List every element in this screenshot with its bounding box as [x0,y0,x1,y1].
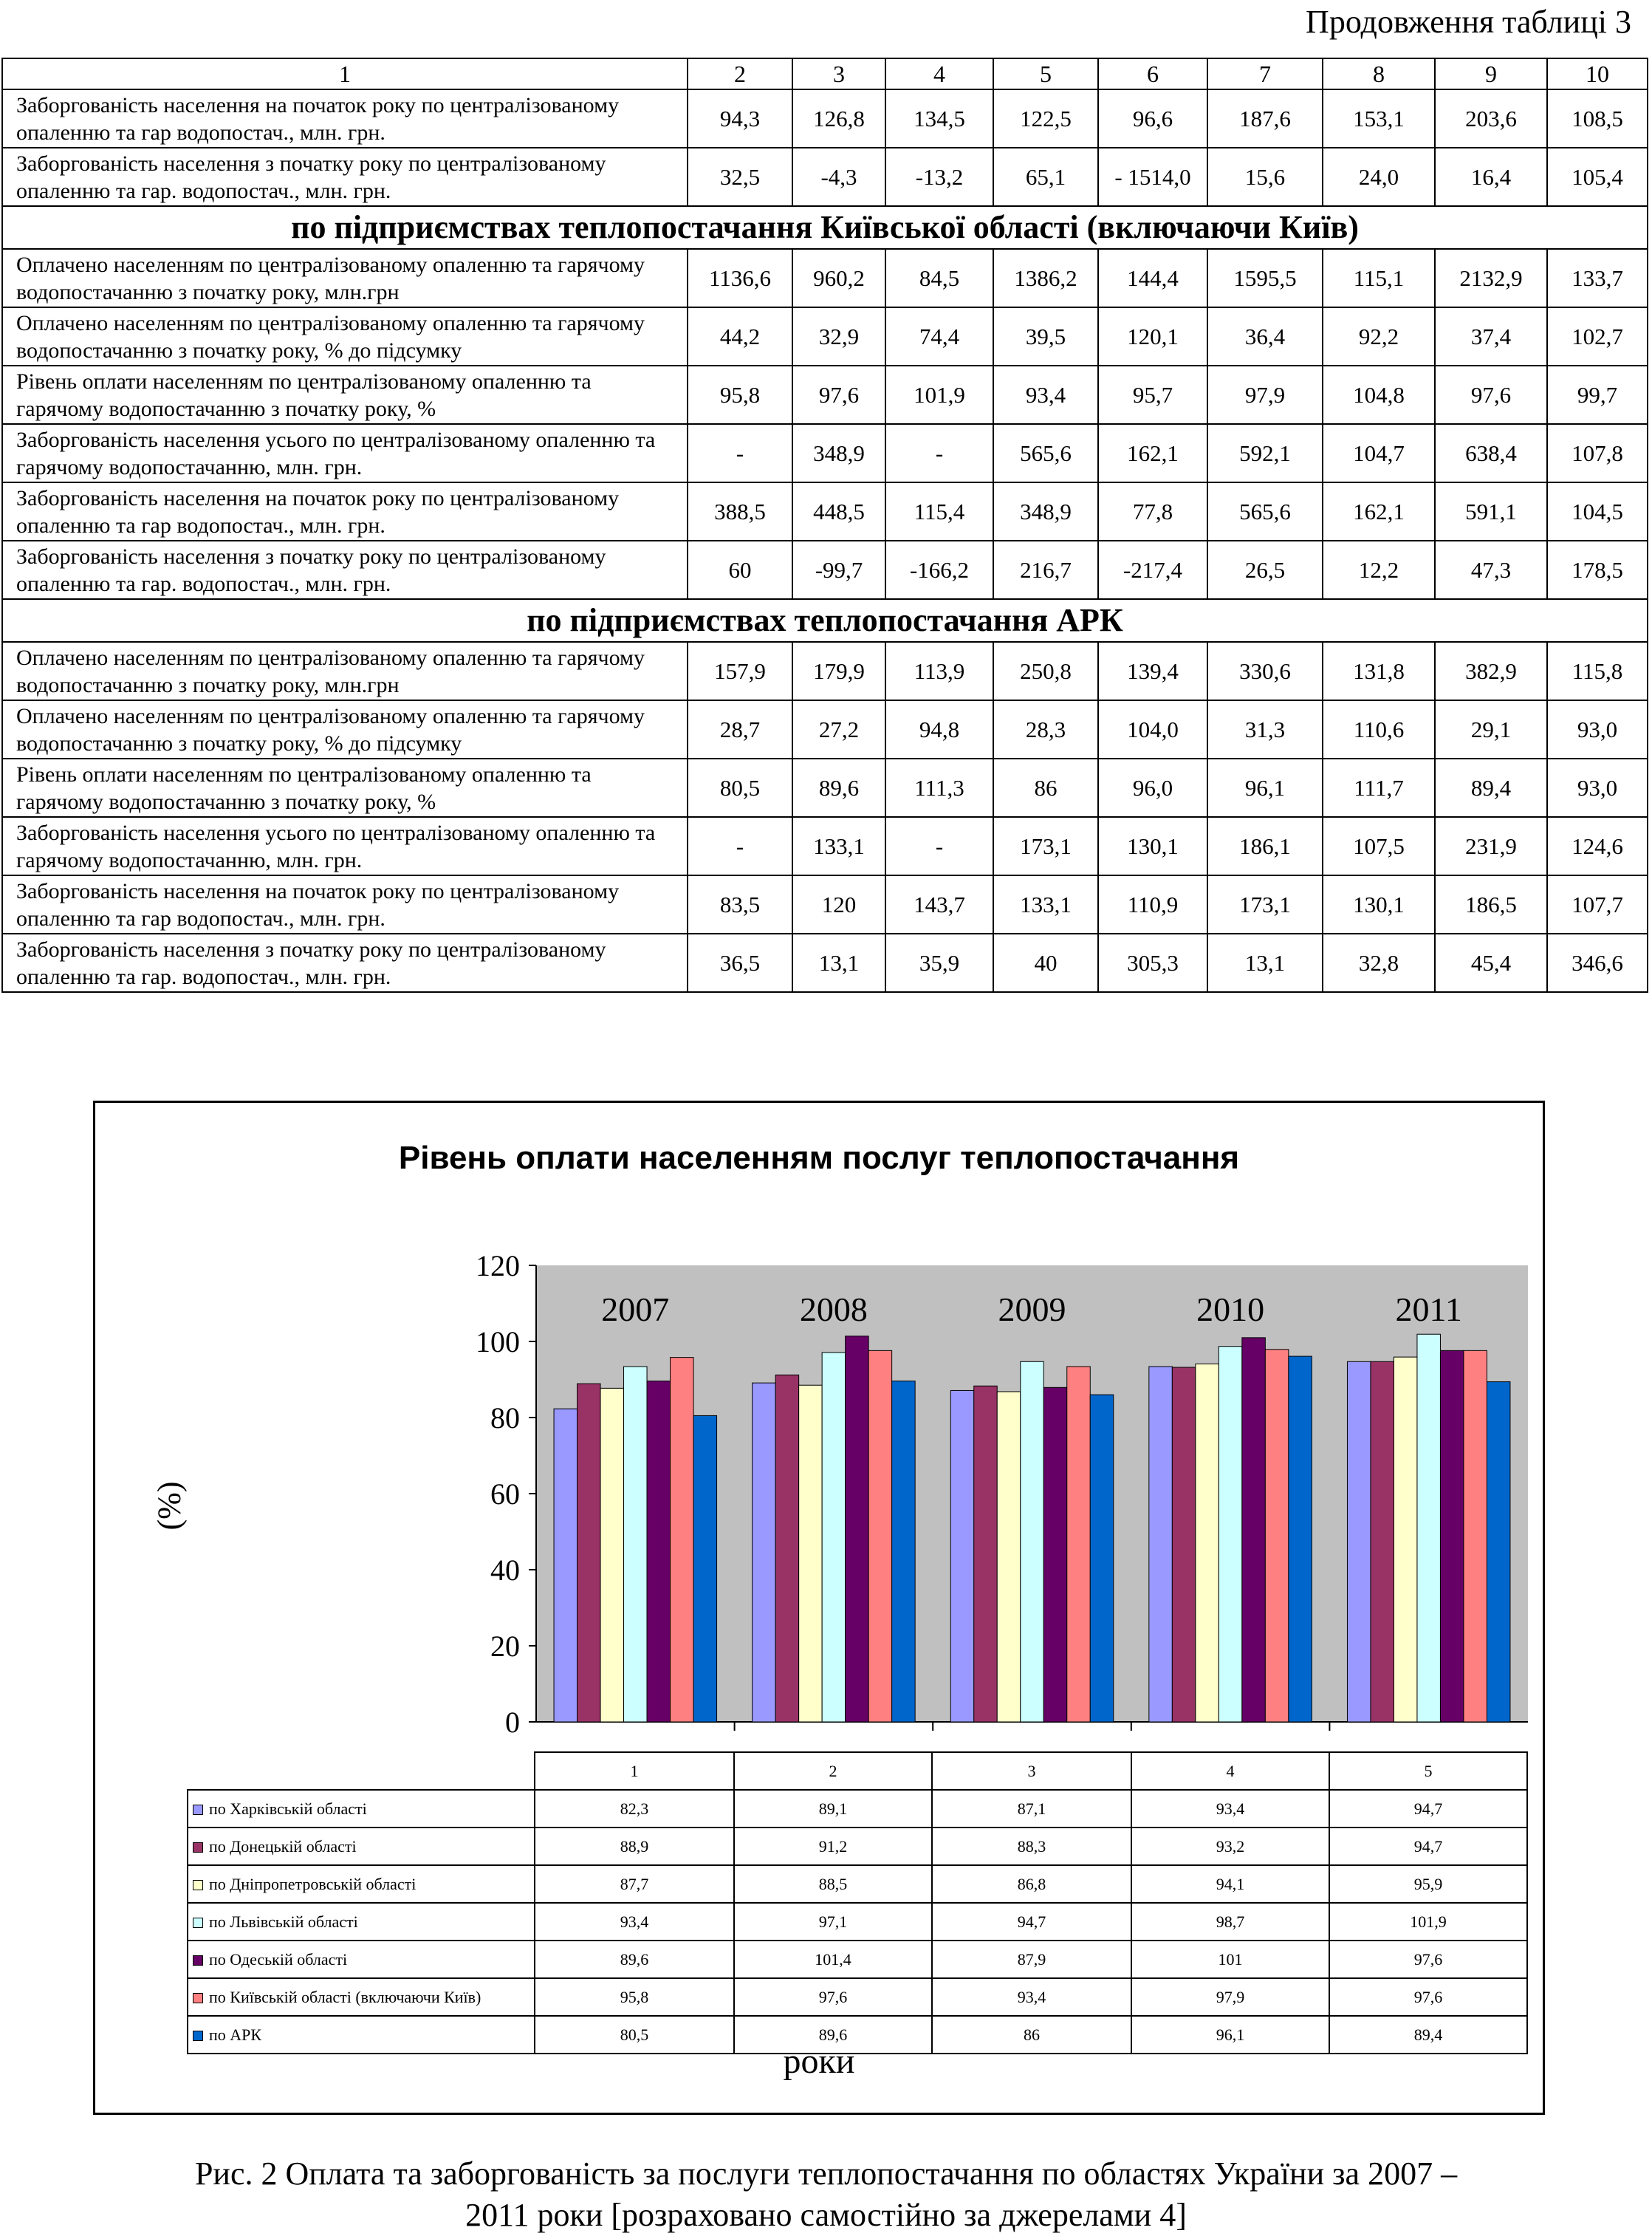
column-header: 7 [1207,58,1323,89]
table-cell: 89,4 [1435,759,1547,817]
data-label: 96,1 [1131,2016,1329,2054]
legend-swatch [193,1918,203,1928]
table-cell: 144,4 [1098,249,1207,307]
table-cell: 93,0 [1547,700,1648,759]
row-label: Оплачено населенням по централізованому опаленню та гарячому водопостачанню з початку року, млн.грн [2,249,688,307]
table-cell: 143,7 [885,875,993,934]
table-cell: -99,7 [792,541,885,599]
table-cell: 15,6 [1207,148,1323,206]
table-cell: -13,2 [885,148,993,206]
table-row [2,934,1648,992]
table-cell: 162,1 [1098,424,1207,482]
series-name: по Одеській області [209,1949,348,1969]
legend-row [188,1903,1527,1941]
data-table [1,58,1648,993]
table-cell: -217,4 [1098,541,1207,599]
series-name: по Дніпропетровській області [209,1874,417,1893]
table-cell: 84,5 [885,249,993,307]
legend-row [188,1941,1527,1978]
table-cell: 27,2 [792,700,885,759]
series-name: по Київській області (включаючи Київ) [209,1987,481,2006]
table-cell: 95,7 [1098,366,1207,424]
table-cell: 60 [688,541,792,599]
table-cell: 305,3 [1098,934,1207,992]
table-cell: 45,4 [1435,934,1547,992]
table-cell: 348,9 [993,482,1098,541]
data-label: 86,8 [932,1865,1131,1903]
table-cell: 32,8 [1323,934,1435,992]
y-tick-label: 0 [505,1706,520,1739]
figure-caption [0,2153,1652,2236]
table-cell: - [688,817,792,875]
table-row [2,482,1648,541]
table-cell: 104,7 [1323,424,1435,482]
year-label: 2010 [1196,1290,1265,1328]
legend-swatch [193,1805,203,1815]
legend-row [188,1828,1527,1865]
bar [997,1392,1021,1722]
bar [1242,1338,1266,1722]
data-label: 86 [932,2016,1131,2054]
year-label: 2007 [601,1290,670,1328]
y-tick-label: 120 [476,1249,520,1282]
row-label: Заборгованість населення з початку року по централізованому опаленню та гар. водопостач., млн. грн. [2,541,688,599]
legend-entry [188,1790,535,1828]
chart-data-table [187,1751,1528,2054]
table-cell: 108,5 [1547,89,1648,148]
category-label: 1 [535,1752,734,1790]
table-cell: 32,5 [688,148,792,206]
bar [1394,1357,1417,1722]
legend-row [188,1978,1527,2016]
data-label: 97,1 [734,1903,932,1941]
bar [822,1353,846,1722]
row-label: Заборгованість населення усього по централізованому опаленню та гарячому водопостачанню, млн. грн. [2,424,688,482]
bar [1265,1350,1289,1722]
table-cell: 96,0 [1098,759,1207,817]
table-cell: 115,4 [885,482,993,541]
category-label: 2 [734,1752,932,1790]
table-cell: 179,9 [792,642,885,700]
table-cell: - [688,424,792,482]
y-tick-label: 20 [490,1630,520,1663]
table-cell: 93,0 [1547,759,1648,817]
column-header: 9 [1435,58,1547,89]
data-label: 88,5 [734,1865,932,1903]
table-cell: 44,2 [688,307,792,366]
row-label: Заборгованість населення на початок року по централізованому опаленню та гар водопостач., млн. грн. [2,875,688,934]
table-cell: 111,3 [885,759,993,817]
table-cell: 382,9 [1435,642,1547,700]
year-label: 2009 [998,1290,1066,1328]
y-tick-label: 80 [490,1401,520,1435]
bar [1043,1387,1067,1722]
data-label: 80,5 [535,2016,734,2054]
series-name: по АРК [209,2025,262,2044]
bar [892,1381,916,1722]
data-label: 94,7 [1329,1828,1527,1865]
y-tick-label: 60 [490,1477,520,1511]
table-cell: 65,1 [993,148,1098,206]
column-header: 4 [885,58,993,89]
table-cell: 130,1 [1098,817,1207,875]
table-cell: 28,7 [688,700,792,759]
row-label: Заборгованість населення на початок року по централізованому опаленню та гар водопостач., млн. грн. [2,482,688,541]
column-header: 8 [1323,58,1435,89]
chart-table-header [188,1752,1527,1790]
bar-chart [95,1103,1543,1753]
data-label: 87,7 [535,1865,734,1903]
table-cell: - 1514,0 [1098,148,1207,206]
column-header: 6 [1098,58,1207,89]
table-cell: 29,1 [1435,700,1547,759]
table-cell: 104,0 [1098,700,1207,759]
table-cell: - [885,424,993,482]
column-header: 10 [1547,58,1648,89]
table-cell: 39,5 [993,307,1098,366]
data-label: 88,9 [535,1828,734,1865]
table-cell: 216,7 [993,541,1098,599]
table-cell: 565,6 [993,424,1098,482]
table-cell: 86 [993,759,1098,817]
table-cell: 388,5 [688,482,792,541]
data-label: 94,7 [1329,1790,1527,1828]
data-label: 93,4 [1131,1790,1329,1828]
data-label: 94,1 [1131,1865,1329,1903]
bar [1464,1350,1487,1722]
table-cell: 113,9 [885,642,993,700]
row-label: Рівень оплати населенням по централізованому опаленню та гарячому водопостачанню з початку року, % [2,366,688,424]
table-cell: 80,5 [688,759,792,817]
table-cell: 83,5 [688,875,792,934]
bar [1371,1361,1394,1722]
table-cell: 28,3 [993,700,1098,759]
row-label: Заборгованість населення усього по централізованому опаленню та гарячому водопостачанню, млн. грн. [2,817,688,875]
section-header-row [2,206,1648,249]
table-cell: 101,9 [885,366,993,424]
column-header: 5 [993,58,1098,89]
row-label: Заборгованість населення з початку року по централізованому опаленню та гар. водопостач., млн. грн. [2,148,688,206]
table-cell: 126,8 [792,89,885,148]
row-label: Оплачено населенням по централізованому опаленню та гарячому водопостачанню з початку року, % до підсумку [2,307,688,366]
table-cell: 104,5 [1547,482,1648,541]
table-cell: 40 [993,934,1098,992]
data-label: 88,3 [932,1828,1131,1865]
table-cell: 107,8 [1547,424,1648,482]
table-row [2,642,1648,700]
bar [671,1358,694,1722]
table-cell: 97,6 [1435,366,1547,424]
data-label: 93,4 [535,1903,734,1941]
bar [1289,1356,1312,1722]
table-cell: 12,2 [1323,541,1435,599]
data-label: 97,9 [1131,1978,1329,2016]
table-cell: 115,8 [1547,642,1648,700]
year-label: 2008 [799,1290,868,1328]
table-cell: 330,6 [1207,642,1323,700]
bar [950,1390,974,1722]
table-cell: 99,7 [1547,366,1648,424]
x-axis-label: роки [783,2042,855,2081]
table-cell: 94,8 [885,700,993,759]
table-cell: 92,2 [1323,307,1435,366]
table-row [2,817,1648,875]
bar [577,1384,601,1722]
row-label: Заборгованість населення з початку року по централізованому опаленню та гар. водопостач., млн. грн. [2,934,688,992]
column-header: 3 [792,58,885,89]
legend-swatch [193,2031,203,2041]
data-label: 101 [1131,1941,1329,1978]
bar [846,1336,869,1722]
legend-row [188,1865,1527,1903]
data-label: 101,9 [1329,1903,1527,1941]
chart-title: Рівень оплати населенням послуг теплопостачання [398,1140,1240,1176]
table-cell: 124,6 [1547,817,1648,875]
table-cell: 35,9 [885,934,993,992]
table-cell: 36,4 [1207,307,1323,366]
continuation-label: Продовження таблиці 3 [1306,4,1631,40]
table-cell: 153,1 [1323,89,1435,148]
table-cell: 133,7 [1547,249,1648,307]
data-label: 87,1 [932,1790,1131,1828]
column-header: 1 [2,58,688,89]
legend-row [188,1790,1527,1828]
y-axis-label: (%) [151,1481,188,1531]
bar [1417,1334,1441,1722]
row-label: Оплачено населенням по централізованому опаленню та гарячому водопостачанню з початку року, млн.грн [2,642,688,700]
y-tick-label: 40 [490,1553,520,1587]
data-label: 91,2 [734,1828,932,1865]
table-cell: 16,4 [1435,148,1547,206]
bar [1487,1382,1510,1722]
table-cell: 1595,5 [1207,249,1323,307]
row-label: Заборгованість населення на початок року по централізованому опаленню та гар водопостач., млн. грн. [2,89,688,148]
data-label: 95,9 [1329,1865,1527,1903]
table-cell: 47,3 [1435,541,1547,599]
legend-swatch [193,1993,203,2003]
empty-cell [188,1752,535,1790]
legend-swatch [193,1955,203,1966]
table-cell: 13,1 [1207,934,1323,992]
table-cell: 95,8 [688,366,792,424]
table-cell: 178,5 [1547,541,1648,599]
table-cell: 77,8 [1098,482,1207,541]
table-cell: 37,4 [1435,307,1547,366]
caption-line-2: 2011 роки [розраховано самостійно за джерелами 4] [465,2197,1187,2233]
table-row [2,249,1648,307]
table-cell: 36,5 [688,934,792,992]
table-cell: 133,1 [993,875,1098,934]
bar [1440,1350,1464,1722]
table-row [2,89,1648,148]
column-header: 2 [688,58,792,89]
bar [647,1381,671,1722]
row-label: Рівень оплати населенням по централізованому опаленню та гарячому водопостачанню з початку року, % [2,759,688,817]
table-cell: 2132,9 [1435,249,1547,307]
table-cell: 960,2 [792,249,885,307]
table-cell: 96,1 [1207,759,1323,817]
bar [799,1385,823,1722]
table-cell: 173,1 [993,817,1098,875]
table-cell: 187,6 [1207,89,1323,148]
section-header-row [2,599,1648,642]
table-cell: 133,1 [792,817,885,875]
series-name: по Донецькій області [209,1836,357,1856]
table-cell: 110,9 [1098,875,1207,934]
table-cell: 131,8 [1323,642,1435,700]
table-row [2,148,1648,206]
data-label: 94,7 [932,1903,1131,1941]
table-cell: 24,0 [1323,148,1435,206]
section-title: по підприємствах теплопостачання АРК [2,599,1648,642]
bar [624,1367,648,1722]
bar [1090,1395,1114,1722]
bar [554,1409,577,1722]
table-cell: 89,6 [792,759,885,817]
category-label: 3 [932,1752,1131,1790]
caption-line-1: Рис. 2 Оплата та заборгованість за послуги теплопостачання по областях України за 2007 – [194,2155,1458,2192]
table-cell: 173,1 [1207,875,1323,934]
data-label: 82,3 [535,1790,734,1828]
y-tick-label: 100 [476,1325,520,1358]
table-cell: - [885,817,993,875]
table-cell: 186,5 [1435,875,1547,934]
table-row [2,424,1648,482]
table-cell: 97,9 [1207,366,1323,424]
bar [974,1386,998,1722]
legend-entry [188,1978,535,2016]
table-cell: 32,9 [792,307,885,366]
table-row [2,875,1648,934]
data-label: 101,4 [734,1941,932,1978]
data-label: 89,1 [734,1790,932,1828]
table-cell: 97,6 [792,366,885,424]
data-label: 97,6 [734,1978,932,2016]
table-cell: 134,5 [885,89,993,148]
bar [775,1375,799,1722]
table-cell: 346,6 [1547,934,1648,992]
bar [753,1383,776,1722]
data-label: 97,6 [1329,1978,1527,2016]
bar [693,1415,717,1722]
table-cell: 96,6 [1098,89,1207,148]
bar [1172,1367,1196,1722]
table-cell: 110,6 [1323,700,1435,759]
table-row [2,366,1648,424]
data-label: 93,2 [1131,1828,1329,1865]
data-label: 93,4 [932,1978,1131,2016]
legend-entry [188,1828,535,1865]
table-cell: 122,5 [993,89,1098,148]
table-cell: 107,5 [1323,817,1435,875]
year-label: 2011 [1395,1290,1462,1328]
table-cell: 162,1 [1323,482,1435,541]
data-label: 97,6 [1329,1941,1527,1978]
table-cell: 104,8 [1323,366,1435,424]
category-label: 4 [1131,1752,1329,1790]
table-cell: 102,7 [1547,307,1648,366]
table-row [2,307,1648,366]
category-label: 5 [1329,1752,1527,1790]
series-name: по Львівській області [209,1912,358,1931]
table-cell: 130,1 [1323,875,1435,934]
table-cell: 157,9 [688,642,792,700]
table-row [2,541,1648,599]
bar [1021,1361,1044,1722]
legend-entry [188,1941,535,1978]
table-cell: 94,3 [688,89,792,148]
table-cell: 231,9 [1435,817,1547,875]
legend-entry [188,1865,535,1903]
table-cell: 638,4 [1435,424,1547,482]
table-cell: 448,5 [792,482,885,541]
data-label: 87,9 [932,1941,1131,1978]
table-header-row [2,58,1648,89]
table-cell: 250,8 [993,642,1098,700]
table-row [2,700,1648,759]
table-cell: 203,6 [1435,89,1547,148]
table-cell: 115,1 [1323,249,1435,307]
legend-entry [188,1903,535,1941]
data-label: 95,8 [535,1978,734,2016]
bar [868,1350,892,1722]
table-cell: 31,3 [1207,700,1323,759]
bar [1347,1361,1371,1722]
row-label: Оплачено населенням по централізованому опаленню та гарячому водопостачанню з початку року, % до підсумку [2,700,688,759]
table-cell: 120,1 [1098,307,1207,366]
table-cell: 13,1 [792,934,885,992]
table-cell: 120 [792,875,885,934]
table-row [2,759,1648,817]
table-cell: 139,4 [1098,642,1207,700]
chart-frame [93,1101,1545,2115]
table-cell: -4,3 [792,148,885,206]
table-cell: 1136,6 [688,249,792,307]
data-label: 98,7 [1131,1903,1329,1941]
table-cell: 1386,2 [993,249,1098,307]
table-cell: 186,1 [1207,817,1323,875]
bar [1149,1367,1173,1722]
table-cell: 74,4 [885,307,993,366]
data-label: 89,6 [535,1941,734,1978]
bar [600,1388,624,1722]
legend-swatch [193,1880,203,1890]
bar [1067,1367,1091,1722]
table-cell: 107,7 [1547,875,1648,934]
table-cell: 565,6 [1207,482,1323,541]
data-label: 89,4 [1329,2016,1527,2054]
legend-swatch [193,1842,203,1853]
table-cell: 111,7 [1323,759,1435,817]
table-cell: 26,5 [1207,541,1323,599]
bar [1219,1347,1242,1722]
data-label: 89,6 [734,2016,932,2054]
table-cell: 592,1 [1207,424,1323,482]
section-title: по підприємствах теплопостачання Київської області (включаючи Київ) [2,206,1648,249]
table-cell: 93,4 [993,366,1098,424]
series-name: по Харківській області [209,1799,367,1818]
table-cell: 348,9 [792,424,885,482]
bar [1196,1364,1219,1722]
table-cell: 105,4 [1547,148,1648,206]
table-cell: 591,1 [1435,482,1547,541]
table-cell: -166,2 [885,541,993,599]
